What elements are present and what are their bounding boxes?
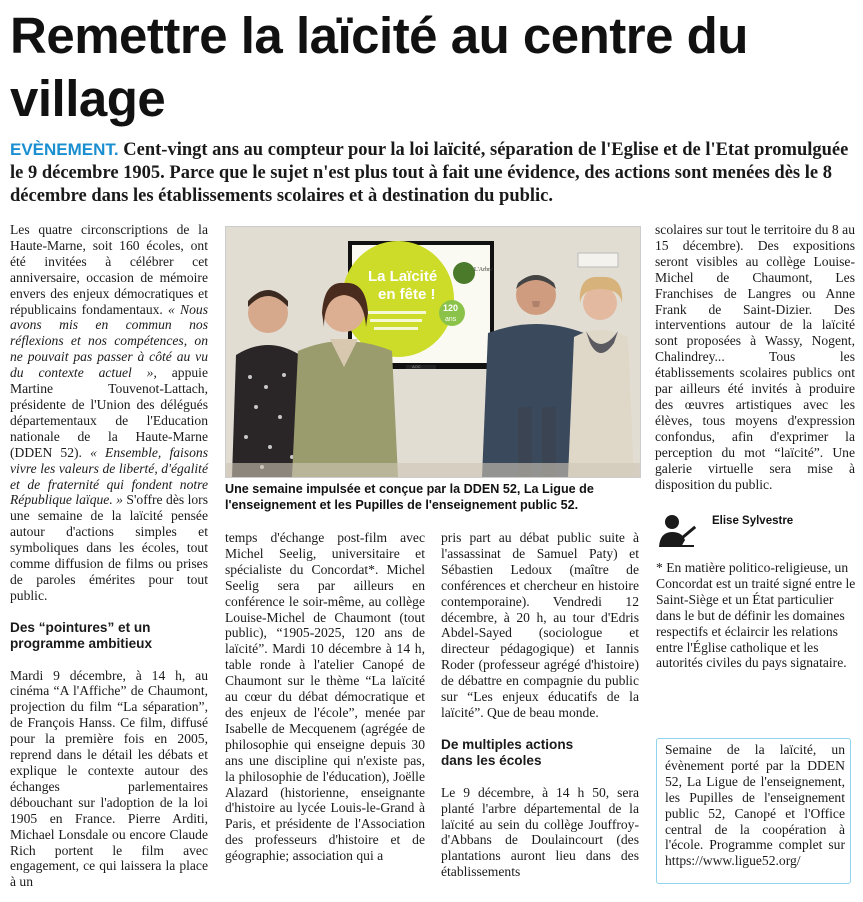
col3-paragraph-2: Le 9 décembre, à 14 h 50, sera planté l'arbre départemental de la laïcité au sein du collège Jouffroy-d'Abbans de Doulaincourt (des plantations auront lieu dans des établissements (441, 784, 639, 880)
svg-text:AOC: AOC (412, 364, 421, 369)
subhead-actions: De multiples actions dans les écoles (441, 736, 574, 768)
writer-icon (658, 514, 698, 553)
column-4 (655, 222, 855, 492)
photo-caption: Une semaine impulsée et conçue par la DDEN 52, La Ligue de l'enseignement et les Pupilles de l'enseignement public 52. (225, 482, 594, 512)
col1-quote-2: « Ensemble, faisons vivre les valeurs de liberté, d'égalité et de fraternité qui fondent notre République laïque. » (10, 444, 208, 508)
screen-title-2: en fête ! (378, 286, 436, 303)
screen-title: La Laïcité (368, 268, 438, 285)
footnote: * En matière politico-religieuse, un Concordat est un traité signé entre le Saint-Siège et un État particulier dans le but de définir les domaines respectifs et éclaircir les relations entre l'Église catholique et les autorités civiles du pays signataire. (656, 560, 856, 671)
info-box-text: Semaine de la laïcité, un évènement porté par la DDEN 52, La Ligue de l'enseignement, les Pupilles de l'enseignement public 52, Canopé et l'Office central de la coopération à l'école. Programme complet sur https://www.ligue52.org/ (665, 742, 845, 869)
lede (10, 138, 855, 208)
col1-paragraph-1 (10, 222, 208, 604)
col1-text-c: S'offre dès lors une semaine de la laïcité pensée autour d'actions simples et symboliques dans les écoles, tout comme diffusion de films ou prises de paroles émérites pour tout public. (10, 492, 208, 603)
col3-paragraph-1: pris part au débat public suite à l'assassinat de Samuel Paty) et Sébastien Ledoux (maître de conférences et chercheur en histoire contemporaine). Vendredi 12 décembre, à 20 h, au tour d'Edris Abdel-Sayed (sociologue et directeur pédagogique) et Iannis Roder (professeur agrégé d'histoire) de débattre en compagnie du public sur “Les enjeux éducatifs de la laïcité”. Que de beau monde. (441, 530, 639, 720)
svg-text:L'Arbre: L'Arbre (474, 267, 493, 273)
column-1 (10, 222, 208, 890)
col1-text-b: , appuie Martine Touvenot-Lattach, présidente de l'Union des délégués départementaux de l'Education nationale de la Haute-Marne (DDEN 52). (10, 365, 208, 460)
kicker: EVÈNEMENT. (10, 140, 119, 159)
photo-illustration (226, 227, 640, 477)
lede-text: Cent-vingt ans au compteur pour la loi laïcité, séparation de l'Eglise et de l'Etat promulguée le 9 décembre 1905. Parce que le sujet n'est plus tout à fait une évidence, des actions sont menées dès le 8 décembre dans les établissements scolaires et à destination du public. (10, 140, 849, 206)
info-box (656, 738, 851, 884)
col2-text: temps d'échange post-film avec Michel Seelig, universitaire et spécialiste du Concordat*. Michel Seelig sera par ailleurs en conférence le soir-même, au collège Louise-Michel de Chaumont (tout public), “1905-2025, 120 ans de laïcité”. Mardi 10 décembre à 14 h, table ronde à l'atelier Canopé de Chaumont sur le thème “La laïcité au cœur du débat démocratique et des enjeux de l'école”, menée par Isabelle de Mecquenem (agrégée de philosophie qui enseigne depuis 30 ans une discipline qui n'existe pas, la philosophie de l'éducation), Joëlle Alazard (historienne, enseignante d'histoire au lycée Louis-le-Grand à Paris, et présidente de l'Association des professeurs d'histoire et de géographie; association qui a (225, 530, 425, 864)
column-3 (441, 530, 639, 880)
col1-text-a: Les quatre circonscriptions de la Haute-Marne, soit 160 écoles, ont été invitées à célébrer cet anniversaire, occasion de mémoire envers des enjeux démocratiques et républicains fondamentaux. (10, 222, 208, 317)
subhead-pointures: Des “pointures” et un programme ambitieux (10, 619, 153, 651)
col4-text: scolaires sur tout le territoire du 8 au 15 décembre). Des expositions seront visibles au collège Louise-Michel de Chaumont, Les Franchises de Langres ou Anne Frank de Saint-Dizier. Des interventions autour de la laïcité sont proposées à Wassy, Nogent, Chalindrey... Tous les établissements scolaires publics ont par ailleurs été invités à produire des œuvres artistiques avec les élèves, tous moyens d'expression confondus, afin d'exprimer la perception du mot “laïcité”. Une galerie virtuelle sera mise à disposition du public. (655, 222, 855, 492)
col1-paragraph-2: Mardi 9 décembre, à 14 h, au cinéma “A l'Affiche” de Chaumont, projection du film “La séparation”, de François Hanss. Ce film, diffusé pour la première fois en 2005, reprend dans le détail les débats et explique le contexte autour des échanges parlementaires débouchant sur l'adoption de la loi 1905 en France. Pierre Arditi, Michael Lonsdale ou encore Claude Rich portent le film avec engagement, ce qui laissera la place à un (10, 667, 208, 890)
author-byline (656, 514, 856, 550)
col1-quote-1: « Nous avons mis en commun nos réflexions et nos compétences, on ne pouvait pas passer à côté au vu du contexte actuel » (10, 301, 208, 381)
author-name: Elise Sylvestre (712, 515, 794, 527)
screen-badge: 120 (443, 303, 459, 313)
column-2 (225, 530, 425, 864)
headline: Remettre la laïcité au centre du village (10, 7, 748, 127)
article-photo (225, 226, 641, 478)
svg-text:ans: ans (445, 316, 457, 323)
